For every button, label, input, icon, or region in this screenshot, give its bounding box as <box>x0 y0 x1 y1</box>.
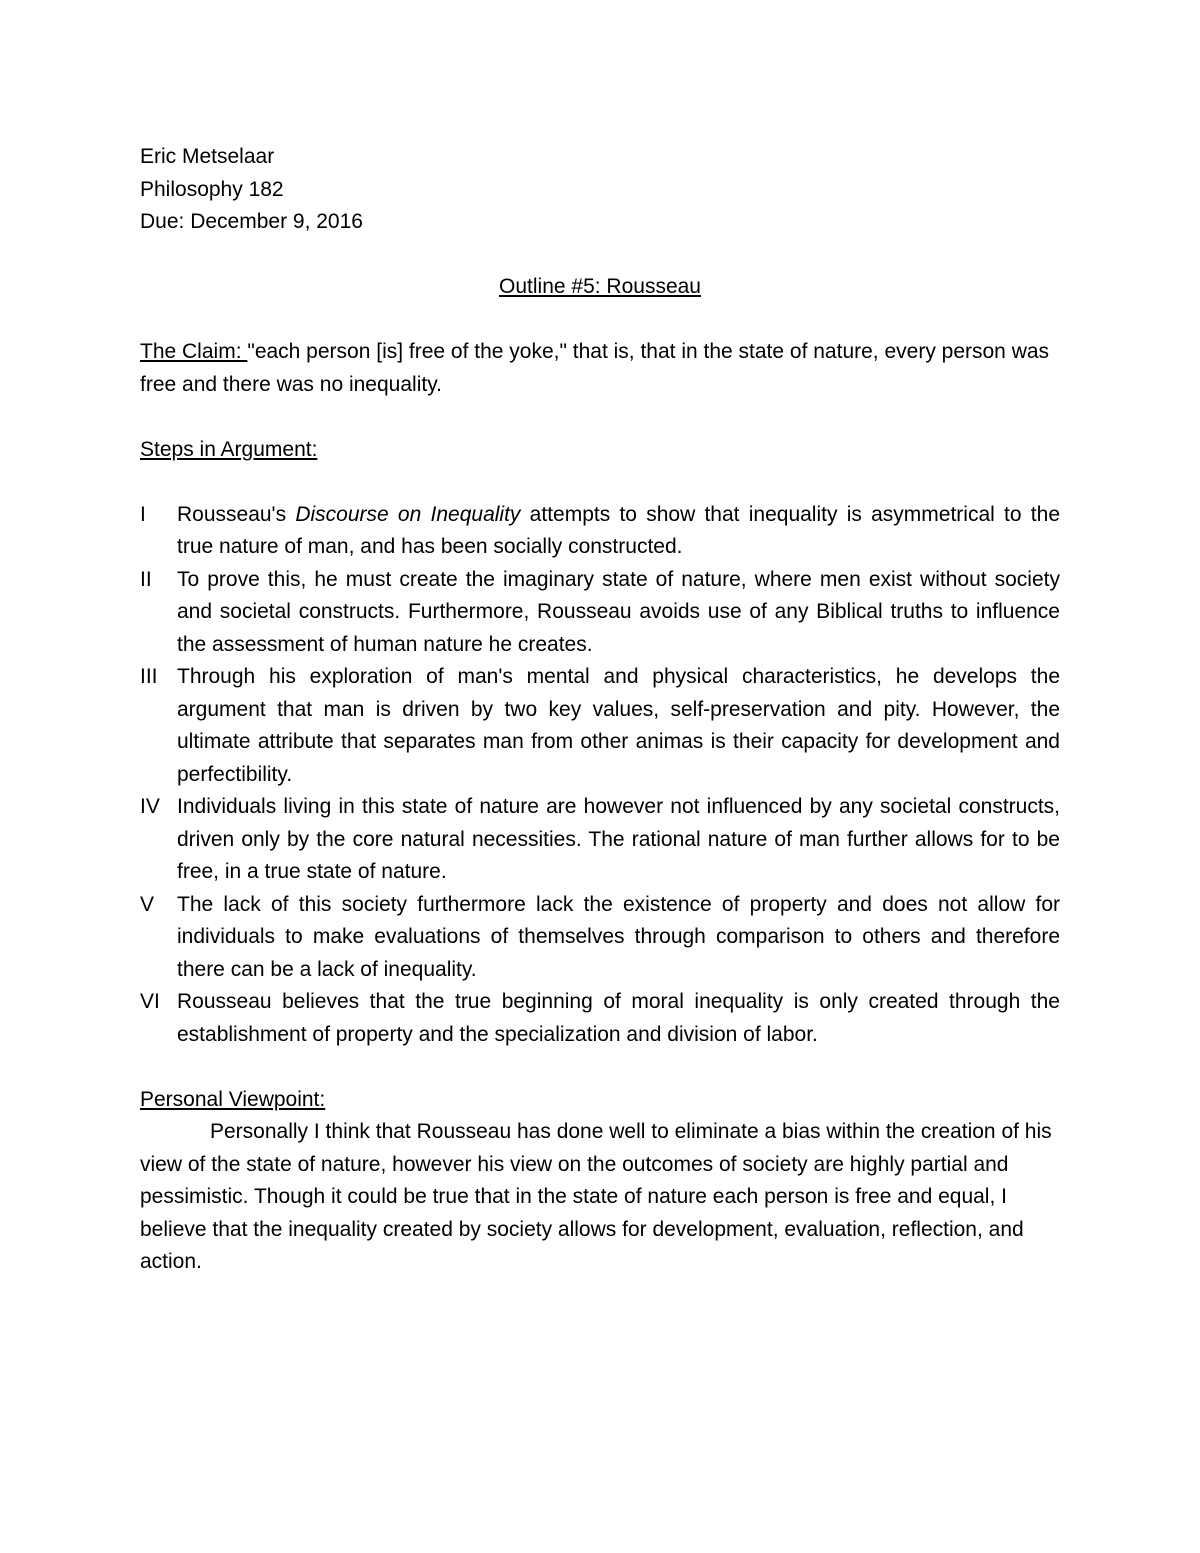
step-number: II <box>140 567 152 591</box>
viewpoint-heading: Personal Viewpoint: <box>140 1087 326 1111</box>
spacer <box>140 466 1060 499</box>
viewpoint-paragraph: Personally I think that Rousseau has done well to eliminate a bias within the creation of his view of the state of nature, however his view on the outcomes of society are highly partial and pessimistic. Though it could be true that in the state of nature each person is free and equal, I believe that the inequality created by society allows for development, evaluation, reflection, and action. <box>140 1120 1052 1273</box>
steps-list <box>140 499 1060 1052</box>
spacer <box>140 401 1060 434</box>
step-number: III <box>140 665 158 688</box>
step-number: VI <box>140 990 160 1013</box>
step-item <box>140 889 1060 987</box>
step-text: The lack of this society furthermore lack the existence of property and does not allow for individuals to make evaluations of themselves through comparison to others and therefore there can be a lack of inequality. <box>177 892 1060 981</box>
claim-label: The Claim: <box>140 340 248 363</box>
step-item <box>140 499 1060 564</box>
header-block <box>140 141 1060 239</box>
claim-paragraph <box>140 336 1060 401</box>
step-text: Individuals living in this state of nature are however not influenced by any societal constructs, driven only by the core natural necessities. The rational nature of man further allows for to be free, in a true state of nature. <box>177 795 1060 883</box>
step-text: To prove this, he must create the imaginary state of nature, where men exist without society and societal constructs. Furthermore, Rousseau avoids use of any Biblical truths to influence the assessment of human nature he creates. <box>177 567 1060 656</box>
step-number: V <box>140 892 155 916</box>
step-item <box>140 791 1060 889</box>
steps-heading: Steps in Argument: <box>140 437 318 461</box>
step-item <box>140 661 1060 791</box>
course-name: Philosophy 182 <box>140 177 284 201</box>
step-text: Through his exploration of man's mental and physical characteristics, he develops the argument that man is driven by two key values, self-preservation and pity. However, the ultimate attribute that separates man from other animas is their capacity for development and perfectibility. <box>177 665 1060 786</box>
step-number: IV <box>140 795 160 818</box>
spacer <box>140 1051 1060 1084</box>
step-number: I <box>140 502 146 526</box>
step-text <box>177 499 1060 564</box>
step-text: Rousseau believes that the true beginning of moral inequality is only created through the establishment of property and the specialization and division of labor. <box>177 990 1060 1046</box>
step-item <box>140 986 1060 1051</box>
step-text-part: attempts to show that inequality is asymmetrical to the true nature of man, and has been socially constructed. <box>177 502 1060 558</box>
spacer <box>140 239 1060 272</box>
due-date: Due: December 9, 2016 <box>140 210 363 233</box>
step-item <box>140 564 1060 662</box>
spacer <box>140 304 1060 337</box>
document-page <box>140 141 1060 1279</box>
book-title: Discourse on Inequality <box>295 502 521 526</box>
claim-text: "each person [is] free of the yoke," that is, that in the state of nature, every person was free and there was no inequality. <box>140 340 1050 396</box>
author-name: Eric Metselaar <box>140 145 275 168</box>
document-title: Outline #5: Rousseau <box>499 275 701 298</box>
step-text-part: Rousseau's <box>177 502 296 526</box>
